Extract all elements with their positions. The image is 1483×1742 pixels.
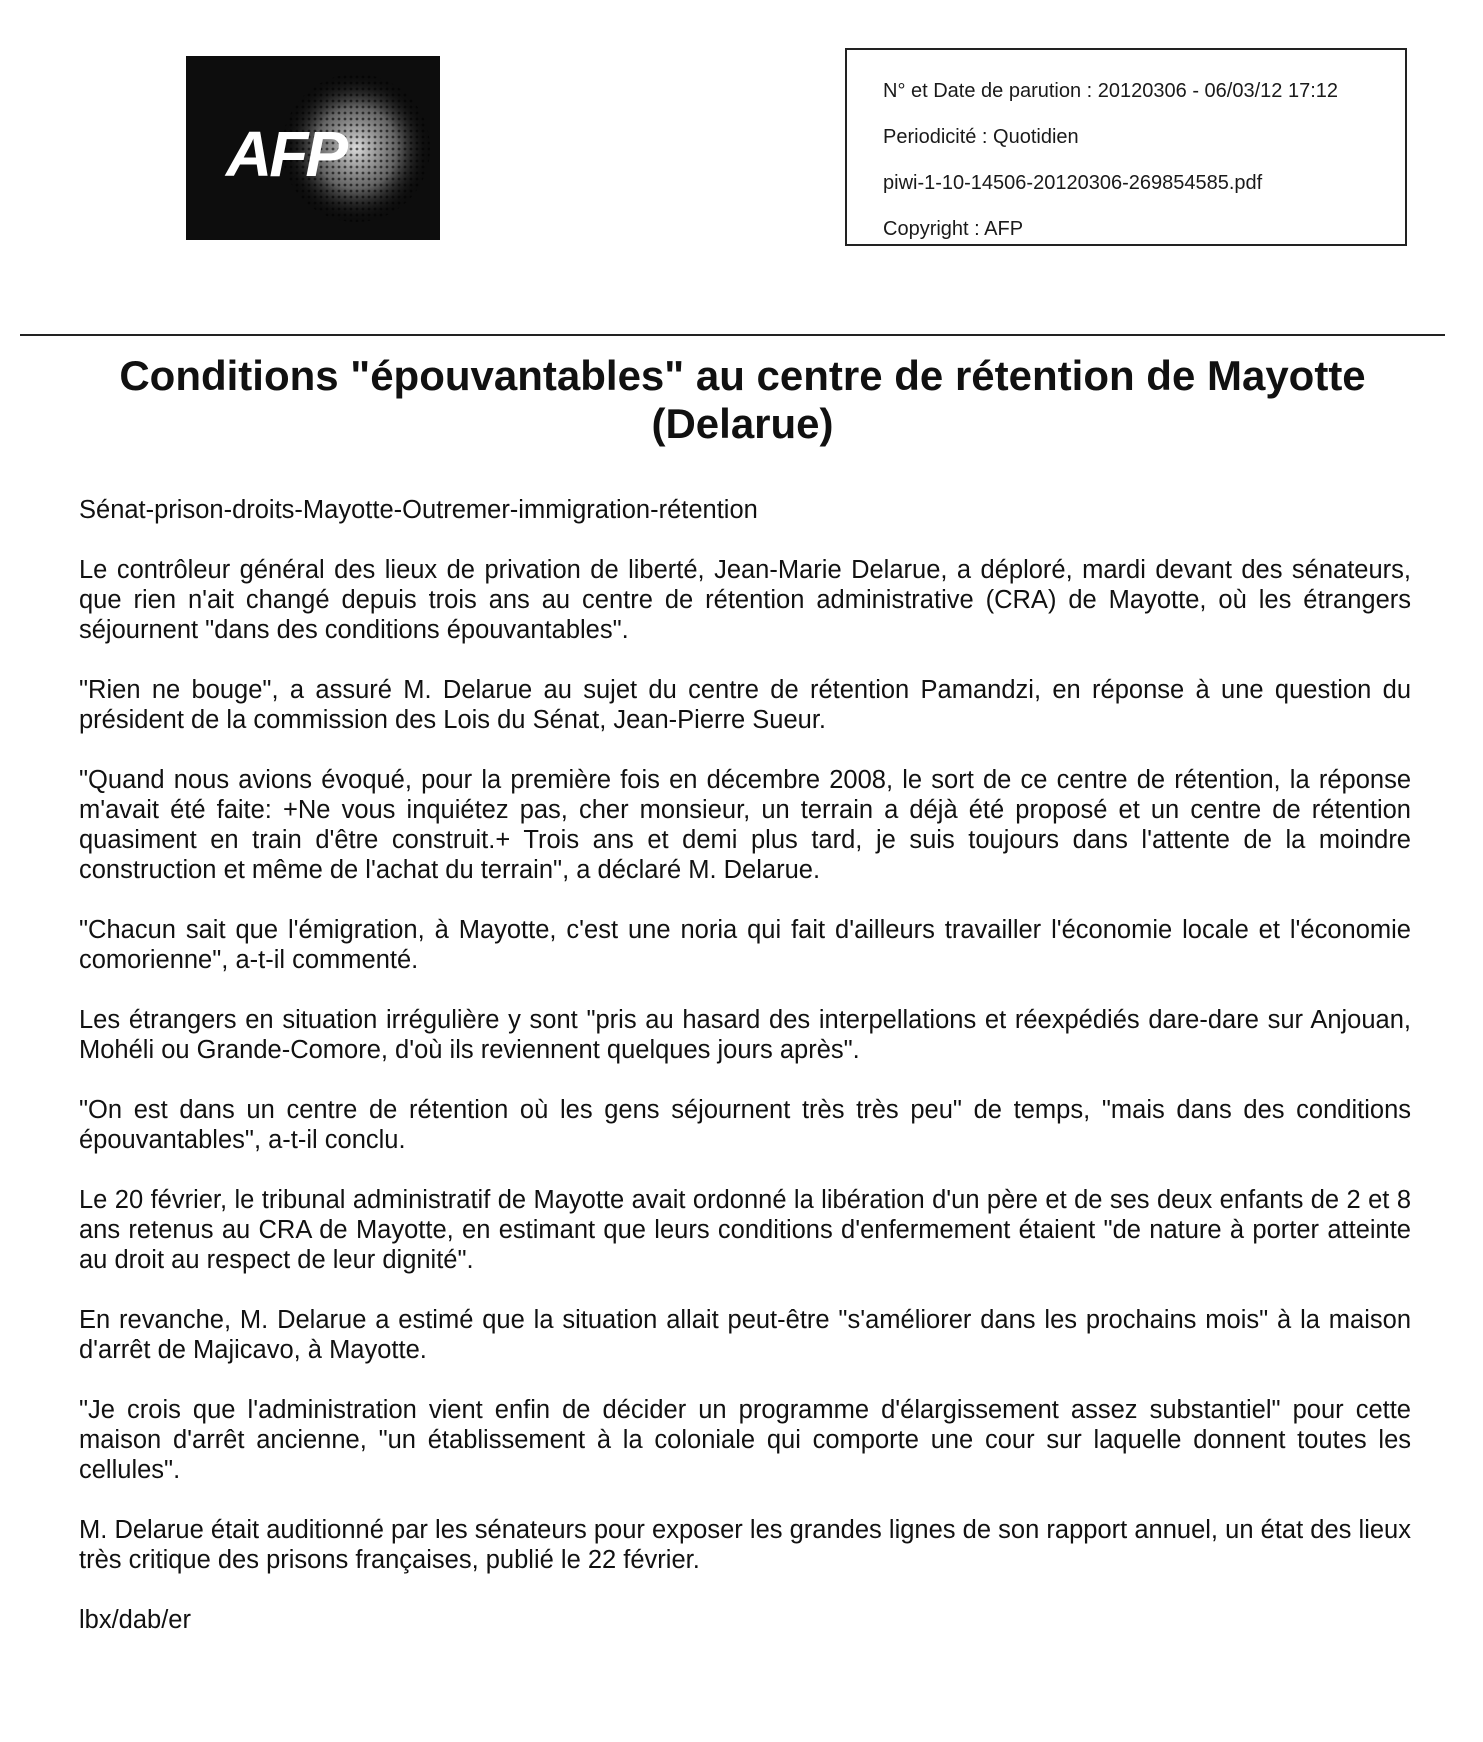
afp-logo (186, 56, 440, 240)
publication-number-date: N° et Date de parution : 20120306 - 06/03/12 17:12 (883, 80, 1338, 102)
file-name: piwi-1-10-14506-20120306-269854585.pdf (883, 172, 1263, 194)
header-divider (20, 334, 1445, 336)
periodicity: Periodicité : Quotidien (883, 126, 1079, 148)
article-paragraph: Le 20 février, le tribunal administratif de Mayotte avait ordonné la libération d'un père et de ses deux enfants de 2 et 8 ans retenus au CRA de Mayotte, en estimant que leurs conditions d'enfermement étaient "de nature à porter atteinte au droit au respect de leur dignité". (79, 1186, 1411, 1274)
article-paragraph: "Quand nous avions évoqué, pour la première fois en décembre 2008, le sort de ce centre de rétention, la réponse m'avait été faite: +Ne vous inquiétez pas, cher monsieur, un terrain a déjà été proposé et un centre de rétention quasiment en train d'être construit.+ Trois ans et demi plus tard, je suis toujours dans l'attente de la moindre construction et même de l'achat du terrain", a déclaré M. Delarue. (79, 766, 1411, 884)
afp-logo-text: AFP (226, 118, 345, 190)
article-paragraph: "Chacun sait que l'émigration, à Mayotte, c'est une noria qui fait d'ailleurs travailler l'économie locale et l'économie comorienne", a-t-il commenté. (79, 916, 1411, 974)
article-paragraph: M. Delarue était auditionné par les sénateurs pour exposer les grandes lignes de son rapport annuel, un état des lieux très critique des prisons françaises, publié le 22 février. (79, 1516, 1411, 1574)
article-paragraph: Le contrôleur général des lieux de privation de liberté, Jean-Marie Delarue, a déploré, mardi devant des sénateurs, que rien n'ait changé depuis trois ans au centre de rétention administrative (CRA) de Mayotte, où les étrangers séjournent "dans des conditions épouvantables". (79, 556, 1411, 644)
article-signature: lbx/dab/er (79, 1606, 191, 1634)
article-paragraph: En revanche, M. Delarue a estimé que la situation allait peut-être "s'améliorer dans les prochains mois" à la maison d'arrêt de Majicavo, à Mayotte. (79, 1306, 1411, 1364)
copyright: Copyright : AFP (883, 218, 1024, 240)
article-keywords: Sénat-prison-droits-Mayotte-Outremer-immigration-rétention (79, 496, 758, 524)
article-paragraph: "On est dans un centre de rétention où les gens séjournent très très peu" de temps, "mais dans des conditions épouvantables", a-t-il conclu. (79, 1096, 1411, 1154)
article-paragraph: Les étrangers en situation irrégulière y sont "pris au hasard des interpellations et réexpédiés dare-dare sur Anjouan, Mohéli ou Grande-Comore, d'où ils reviennent quelques jours après". (79, 1006, 1411, 1064)
article-body (79, 495, 1411, 1665)
article-paragraph: "Je crois que l'administration vient enfin de décider un programme d'élargissement assez substantiel" pour cette maison d'arrêt ancienne, "un établissement à la coloniale qui comporte une cour sur laquelle donnent toutes les cellules". (79, 1396, 1411, 1484)
article-paragraph: "Rien ne bouge", a assuré M. Delarue au sujet du centre de rétention Pamandzi, en réponse à une question du président de la commission des Lois du Sénat, Jean-Pierre Sueur. (79, 676, 1411, 734)
article-title: Conditions "épouvantables" au centre de rétention de Mayotte (Delarue) (119, 352, 1366, 447)
publication-info-box (845, 48, 1407, 246)
